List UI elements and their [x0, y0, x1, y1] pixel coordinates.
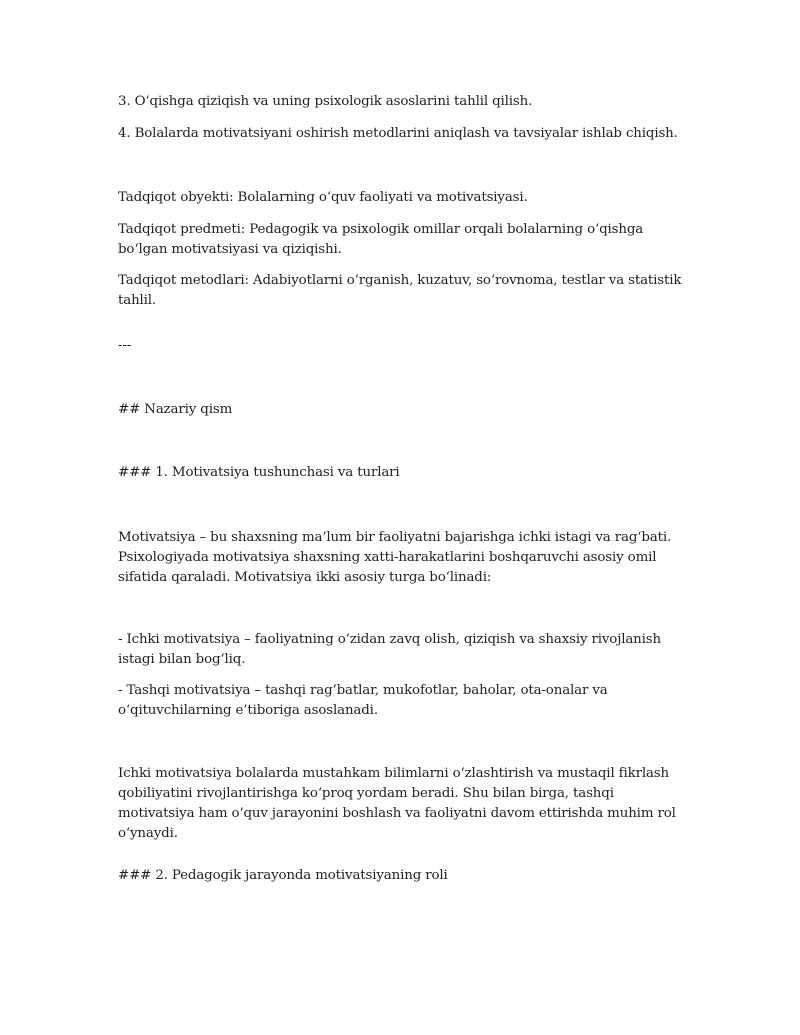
- heading-theory: ## Nazariy qism: [118, 402, 233, 417]
- list-item-external-motivation: - Tashqi motivatsiya – tashqi rag‘batlar, mukofotlar, baholar, ota-onalar va o‘qituvchilarning e’tiboriga asoslanadi.: [118, 683, 608, 718]
- research-subject: Tadqiqot predmeti: Pedagogik va psixologik omillar orqali bolalarning o‘qishga bo‘lgan motivatsiyasi va qiziqishi.: [118, 222, 644, 257]
- heading-pedagogical-role: ### 2. Pedagogik jarayonda motivatsiyaning roli: [118, 868, 448, 883]
- research-task-3: 3. O‘qishga qiziqish va uning psixologik asoslarini tahlil qilish.: [118, 94, 533, 109]
- research-task-4: 4. Bolalarda motivatsiyani oshirish metodlarini aniqlash va tavsiyalar ishlab chiqish.: [118, 126, 678, 141]
- section-separator: ---: [118, 338, 132, 353]
- list-item-internal-motivation: - Ichki motivatsiya – faoliyatning o‘zidan zavq olish, qiziqish va shaxsiy rivojlanish istagi bilan bog‘liq.: [118, 632, 661, 667]
- research-object: Tadqiqot obyekti: Bolalarning o‘quv faoliyati va motivatsiyasi.: [118, 190, 528, 205]
- research-methods: Tadqiqot metodlari: Adabiyotlarni o‘rganish, kuzatuv, so‘rovnoma, testlar va statistik tahlil.: [118, 273, 682, 308]
- internal-motivation-role: Ichki motivatsiya bolalarda mustahkam bilimlarni o‘zlashtirish va mustaqil fikrlash qobiliyatini rivojlantirishga ko‘proq yordam beradi. Shu bilan birga, tashqi motivatsiya ham o‘quv jarayonini boshlash va faoliyatni davom ettirishda muhim rol o‘ynaydi.: [118, 766, 676, 841]
- heading-motivation-types: ### 1. Motivatsiya tushunchasi va turlari: [118, 465, 400, 480]
- motivation-definition: Motivatsiya – bu shaxsning ma’lum bir faoliyatni bajarishga ichki istagi va rag‘bati. Psixologiyada motivatsiya shaxsning xatti-harakatlarini boshqaruvchi asosiy omil sifatida qaraladi. Motivatsiya ikki asosiy turga bo‘linadi:: [118, 530, 672, 585]
